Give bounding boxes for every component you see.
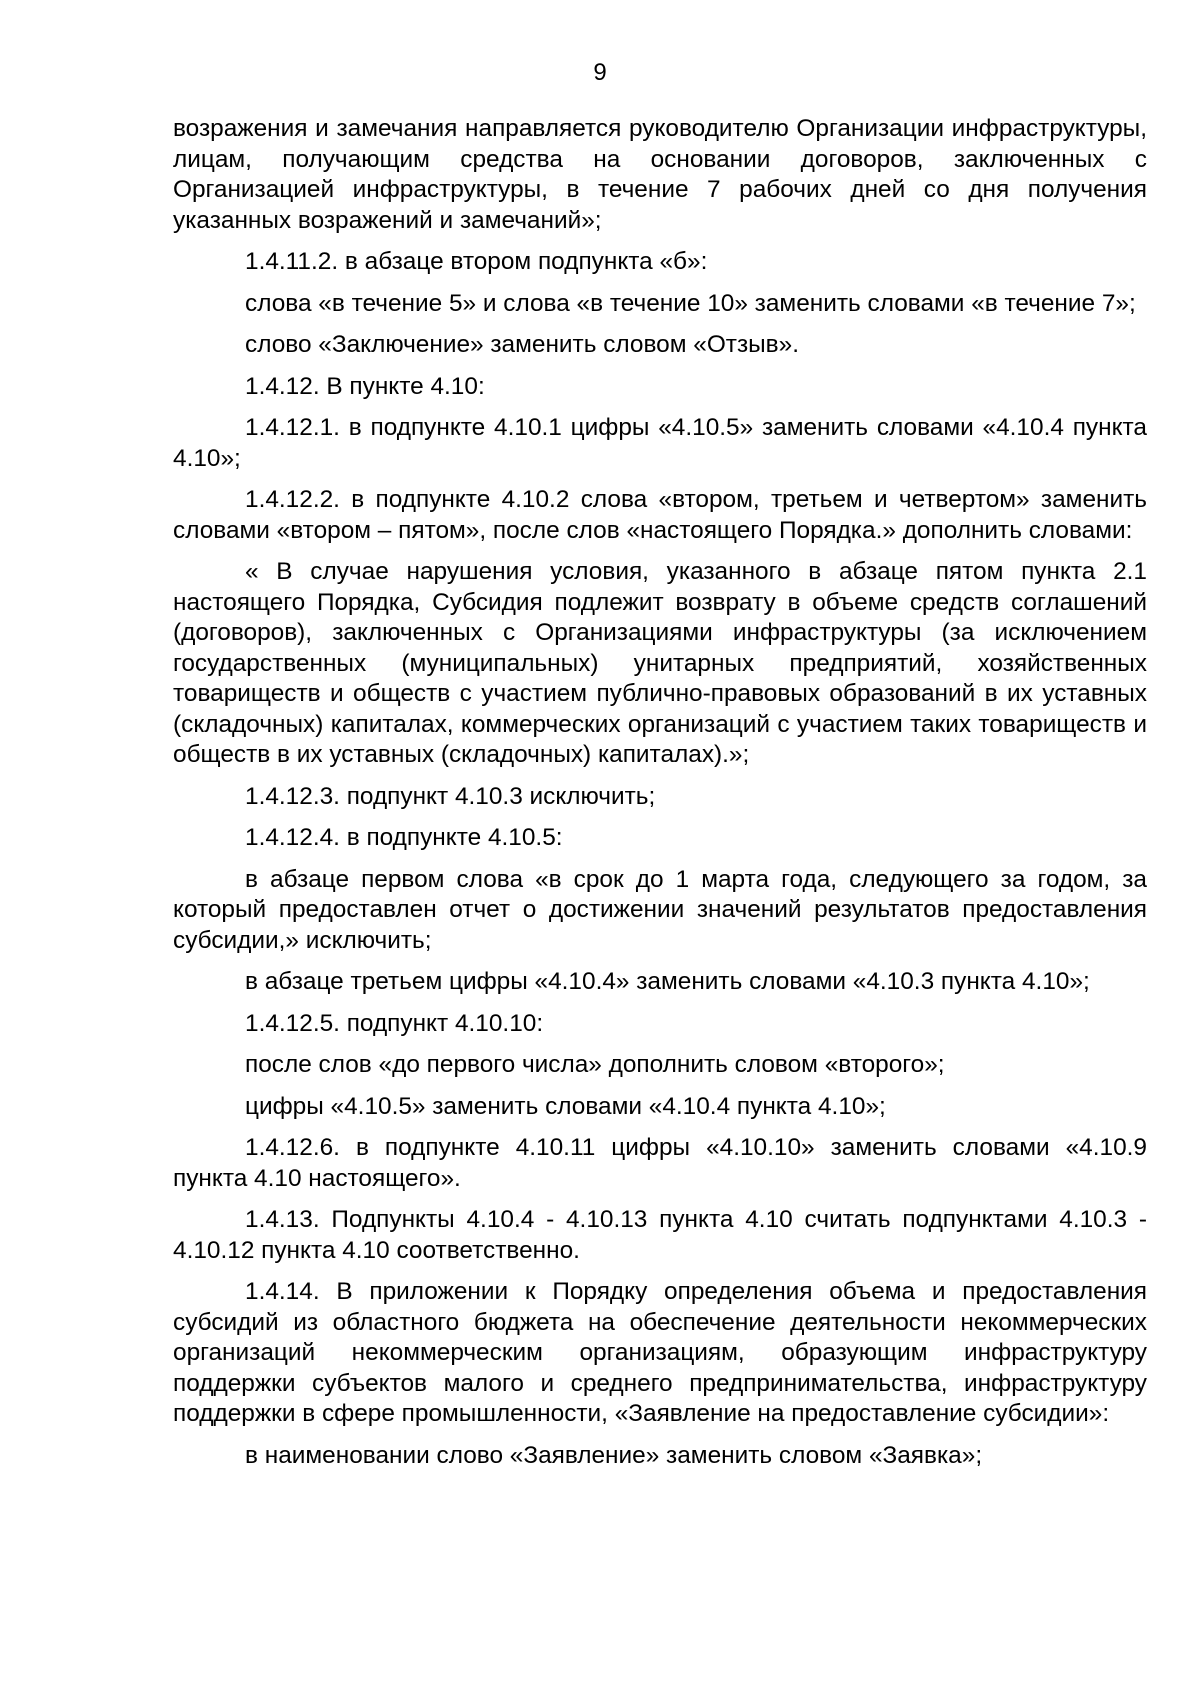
paragraph: 1.4.12.1. в подпункте 4.10.1 цифры «4.10.5» заменить словами «4.10.4 пункта 4.10»; — [173, 414, 1147, 472]
paragraph: « В случае нарушения условия, указанного в абзаце пятом пункта 2.1 настоящего Порядка, Субсидия подлежит возврату в объеме средств соглашений (договоров), заключенных с Организациями инфраструктуры (за исключением государственных (муниципальных) унитарных предприятий, хозяйственных товариществ и обществ с участием публично-правовых образований в их уставных (складочных) капиталах, коммерческих организаций с участием таких товариществ и обществ в их уставных (складочных) капиталах).»; — [173, 558, 1147, 768]
paragraph: в наименовании слово «Заявление» заменить словом «Заявка»; — [245, 1441, 983, 1469]
paragraph: 1.4.12.6. в подпункте 4.10.11 цифры «4.10.10» заменить словами «4.10.9 пункта 4.10 настоящего». — [173, 1134, 1147, 1192]
paragraph: 1.4.14. В приложении к Порядку определения объема и предоставления субсидий из областного бюджета на обеспечение деятельности некоммерческих организаций некоммерческим организациям, образующим инфраструктуру поддержки субъектов малого и среднего предпринимательства, инфраструктуру поддержки в сфере промышленности, «Заявление на предоставление субсидии»: — [173, 1278, 1147, 1427]
paragraph: возражения и замечания направляется руководителю Организации инфраструктуры, лицам, получающим средства на основании договоров, заключенных с Организацией инфраструктуры, в течение 7 рабочих дней со дня получения указанных возражений и замечаний»; — [173, 115, 1147, 234]
paragraph: слова «в течение 5» и слова «в течение 10» заменить словами «в течение 7»; — [245, 289, 1136, 317]
paragraph: 1.4.12.4. в подпункте 4.10.5: — [245, 824, 563, 851]
paragraph: 1.4.12.3. подпункт 4.10.3 исключить; — [245, 782, 656, 810]
document-body — [173, 114, 1147, 1482]
paragraph: 1.4.12.5. подпункт 4.10.10: — [245, 1009, 544, 1037]
paragraph: 1.4.11.2. в абзаце втором подпункта «б»: — [245, 248, 708, 275]
paragraph: 1.4.13. Подпункты 4.10.4 - 4.10.13 пункта 4.10 считать подпунктами 4.10.3 - 4.10.12 пункта 4.10 соответственно. — [173, 1206, 1147, 1264]
paragraph: слово «Заключение» заменить словом «Отзыв». — [245, 331, 799, 358]
page-number: 9 — [593, 59, 607, 86]
paragraph: после слов «до первого числа» дополнить словом «второго»; — [245, 1051, 945, 1078]
paragraph: в абзаце третьем цифры «4.10.4» заменить словами «4.10.3 пункта 4.10»; — [245, 968, 1090, 995]
paragraph: 1.4.12.2. в подпункте 4.10.2 слова «втором, третьем и четвертом» заменить словами «втором – пятом», после слов «настоящего Порядка.» дополнить словами: — [173, 486, 1147, 544]
paragraph: в абзаце первом слова «в срок до 1 марта года, следующего за годом, за который предоставлен отчет о достижении значений результатов предоставления субсидии,» исключить; — [173, 865, 1147, 954]
paragraph: 1.4.12. В пункте 4.10: — [245, 372, 485, 400]
paragraph: цифры «4.10.5» заменить словами «4.10.4 пункта 4.10»; — [245, 1092, 886, 1120]
